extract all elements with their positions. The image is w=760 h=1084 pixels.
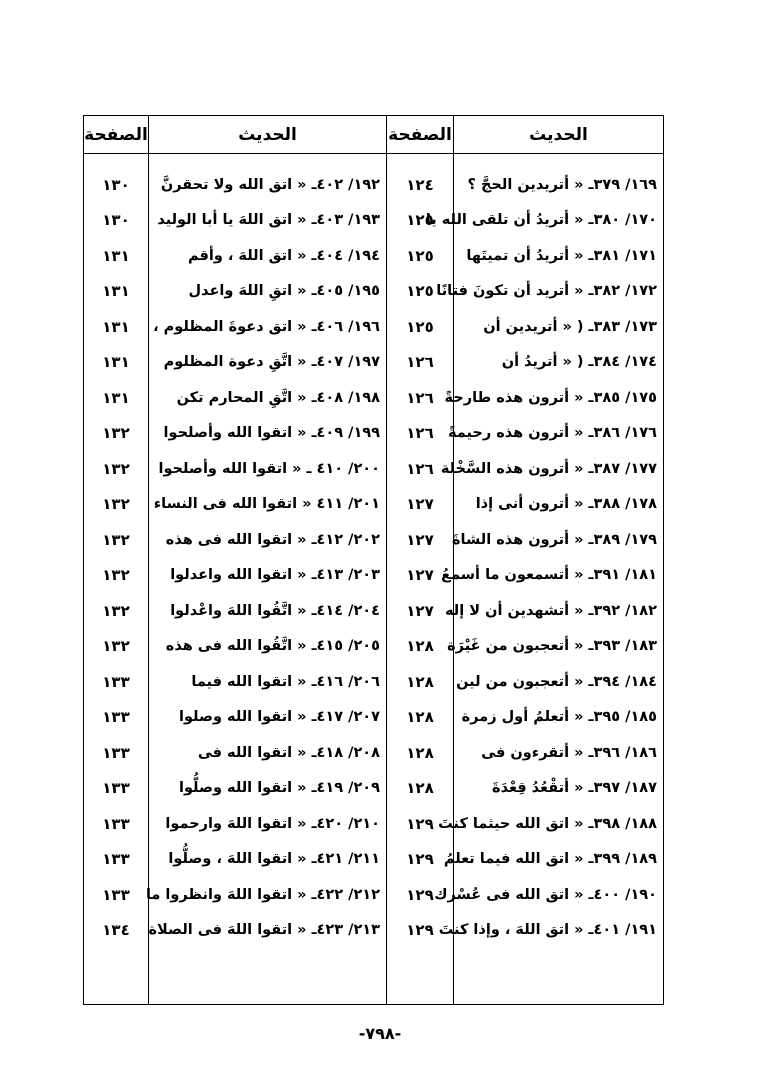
hadith-entry: ٢٠٨/ ٤١٨ـ « اتقوا الله فى [197, 744, 381, 761]
hadith-entry: ٢١٢/ ٤٢٢ـ « اتقوا اللهَ وانظروا ما [145, 886, 381, 903]
hadith-entry: ١٨٣/ ٣٩٣ـ « أتعجبون من غَيْرَة [447, 638, 657, 655]
hadith-entry: ١٧٧/ ٣٨٧ـ « أترون هذه السَّخْلة [440, 460, 657, 477]
hadith-entry: ٢١١/ ٤٢١ـ « اتقوا اللهَ ، وصلُّوا [168, 851, 381, 868]
hadith-entry: ٢٠٦/ ٤١٦ـ « اتقوا الله فيما [191, 673, 381, 690]
hadith-entry: ١٧٣/ ٣٨٣ـ ( « أتريدين أن [483, 318, 657, 335]
page-reference: ١٢٨ [406, 743, 434, 762]
left-page-header: الصفحة [84, 116, 148, 154]
page-reference: ١٣٣ [102, 814, 130, 833]
page-reference: ١٢٨ [406, 779, 434, 798]
right-hadith-header: الحديث [454, 116, 663, 154]
page-reference: ١٣٢ [102, 601, 130, 620]
hadith-entry: ١٩٠/ ٤٠٠ـ « اتق الله فى عُسْرك [434, 886, 657, 903]
page-reference: ١٣٣ [102, 779, 130, 798]
page-reference: ١٢٥ [406, 211, 434, 230]
page-reference: ١٣٠ [102, 175, 130, 194]
hadith-index-table [83, 115, 664, 1005]
page-reference: ١٣٤ [102, 921, 130, 940]
hadith-entry: ١٨١/ ٣٩١ـ « أتسمعون ما أسمعُ [441, 567, 657, 584]
page-reference: ١٣٢ [102, 424, 130, 443]
left-hadith-header: الحديث [149, 116, 386, 154]
hadith-entry: ١٧٨/ ٣٨٨ـ « أترون أنى إذا [475, 496, 657, 513]
page-reference: ١٢٩ [406, 885, 434, 904]
hadith-entry: ١٩٢/ ٤٠٢ـ « اتق الله ولا تحقرنَّ [160, 176, 381, 193]
hadith-entry: ١٨٥/ ٣٩٥ـ « أتعلمُ أول زمرة [461, 709, 657, 726]
hadith-entry: ١٧٤/ ٣٨٤ـ ( « أتريدُ أن [501, 354, 657, 371]
hadith-entry: ١٨٤/ ٣٩٤ـ « أتعجبون من لين [456, 673, 657, 690]
hadith-entry: ١٩٩/ ٤٠٩ـ « اتقوا الله وأصلحوا [163, 425, 381, 442]
right-page-header: الصفحة [387, 116, 453, 154]
hadith-entry: ١٩٨/ ٤٠٨ـ « اتَّقِ المحارم تكن [176, 389, 381, 406]
hadith-entry: ١٧٢/ ٣٨٢ـ « أتريد أن تكونَ فتانًا [436, 283, 657, 300]
page-reference: ١٢٨ [406, 672, 434, 691]
page-reference: ١٣٢ [102, 566, 130, 585]
hadith-entry: ٢٠٤/ ٤١٤ـ « اتَّقُوا اللهَ واعْدلوا [170, 602, 381, 619]
page-reference: ١٢٧ [406, 495, 434, 514]
page-reference: ١٣٠ [102, 211, 130, 230]
page-reference: ١٣٣ [102, 672, 130, 691]
hadith-entry: ١٧٩/ ٣٨٩ـ « أترون هذه الشاةَ [452, 531, 657, 548]
hadith-entry: ١٧١/ ٣٨١ـ « أتريدُ أن تميتَها [466, 247, 657, 264]
page-reference: ١٢٩ [406, 814, 434, 833]
page-reference: ١٢٩ [406, 850, 434, 869]
hadith-entry: ١٨٢/ ٣٩٢ـ « أتشهدين أن لا إله [444, 602, 657, 619]
page-reference: ١٣٣ [102, 708, 130, 727]
hadith-entry: ١٦٩/ ٣٧٩ـ « أتريدين الحجَّ ؟ [467, 176, 657, 193]
left-page-column [84, 116, 148, 1004]
right-page-column [386, 116, 453, 1004]
page-reference: ١٢٧ [406, 566, 434, 585]
hadith-entry: ٢٠٣/ ٤١٣ـ « اتقوا الله واعدلوا [170, 567, 381, 584]
page-reference: ١٣٢ [102, 530, 130, 549]
hadith-entry: ١٨٧/ ٣٩٧ـ « أتقْعُدُ قِعْدَةَ [492, 780, 657, 797]
hadith-entry: ١٨٦/ ٣٩٦ـ « أتقرءون فى [481, 744, 657, 761]
hadith-entry: ٢٠٩/ ٤١٩ـ « اتقوا الله وصلُّوا [178, 780, 381, 797]
page-number: -٧٩٨- [358, 1024, 402, 1043]
page-reference: ١٢٥ [406, 246, 434, 265]
page-reference: ١٢٦ [406, 353, 434, 372]
hadith-entry: ١٩٧/ ٤٠٧ـ « اتَّقِ دعوة المظلوم [163, 354, 381, 371]
hadith-entry: ١٨٩/ ٣٩٩ـ « اتق الله فيما تعلمُ [443, 851, 657, 868]
hadith-entry: ٢٠٢/ ٤١٢ـ « اتقوا الله فى هذه [165, 531, 381, 548]
page-reference: ١٣١ [102, 353, 130, 372]
right-hadith-column [425, 116, 663, 1004]
hadith-entry: ١٩١/ ٤٠١ـ « اتق اللهَ ، وإذا كنتَ [438, 922, 657, 939]
page-reference: ١٢٨ [406, 637, 434, 656]
page-reference: ١٢٧ [406, 601, 434, 620]
hadith-entry: ٢١٣/ ٤٢٣ـ « اتقوا اللهَ فى الصلاة [148, 922, 381, 939]
hadith-entry: ١٧٦/ ٣٨٦ـ « أترون هذه رحيمةً [447, 425, 657, 442]
hadith-entry: ٢١٠/ ٤٢٠ـ « اتقوا اللهَ وارحموا [165, 815, 381, 832]
page-reference: ١٣٣ [102, 743, 130, 762]
hadith-entry: ٢٠٠/ ٤١٠ ـ « اتقوا الله وأصلحوا [158, 460, 381, 477]
page-reference: ١٢٨ [406, 708, 434, 727]
page-reference: ١٣١ [102, 388, 130, 407]
page-reference: ١٢٦ [406, 424, 434, 443]
page-reference: ١٣٢ [102, 637, 130, 656]
page-reference: ١٣٣ [102, 885, 130, 904]
hadith-entry: ١٧٥/ ٣٨٥ـ « أترون هذه طارحةً [444, 389, 657, 406]
page-reference: ١٣١ [102, 282, 130, 301]
page-reference: ١٢٦ [406, 388, 434, 407]
page-reference: ١٢٤ [406, 175, 434, 194]
page-reference: ١٣١ [102, 246, 130, 265]
page-reference: ١٣١ [102, 317, 130, 336]
hadith-entry: ١٨٨/ ٣٩٨ـ « اتق الله حيثما كنتَ [438, 815, 657, 832]
hadith-entry: ١٩٥/ ٤٠٥ـ « اتقِ اللهَ واعدل [188, 283, 381, 300]
page-reference: ١٣٢ [102, 495, 130, 514]
page-reference: ١٢٥ [406, 317, 434, 336]
hadith-entry: ٢٠٧/ ٤١٧ـ « اتقوا الله وصلوا [178, 709, 381, 726]
hadith-entry: ١٩٣/ ٤٠٣ـ « اتق اللهَ يا أبا الوليد [157, 212, 381, 229]
page-reference: ١٢٩ [406, 921, 434, 940]
hadith-entry: ٢٠١/ ٤١١ « اتقوا الله فى النساء [153, 496, 381, 513]
page-reference: ١٢٦ [406, 459, 434, 478]
hadith-entry: ١٩٤/ ٤٠٤ـ « اتق اللهَ ، وأقم [187, 247, 381, 264]
page-reference: ١٢٥ [406, 282, 434, 301]
page-reference: ١٣٣ [102, 850, 130, 869]
page-reference: ١٣٢ [102, 459, 130, 478]
hadith-entry: ١٩٦/ ٤٠٦ـ « اتق دعوةَ المظلوم ، [153, 318, 381, 335]
page-reference: ١٢٧ [406, 530, 434, 549]
hadith-entry: ١٧٠/ ٣٨٠ـ « أتريدُ أن تلقى الله يا [425, 212, 657, 229]
left-hadith-column [145, 116, 386, 1004]
hadith-entry: ٢٠٥/ ٤١٥ـ « اتَّقُوا الله فى هذه [165, 638, 381, 655]
